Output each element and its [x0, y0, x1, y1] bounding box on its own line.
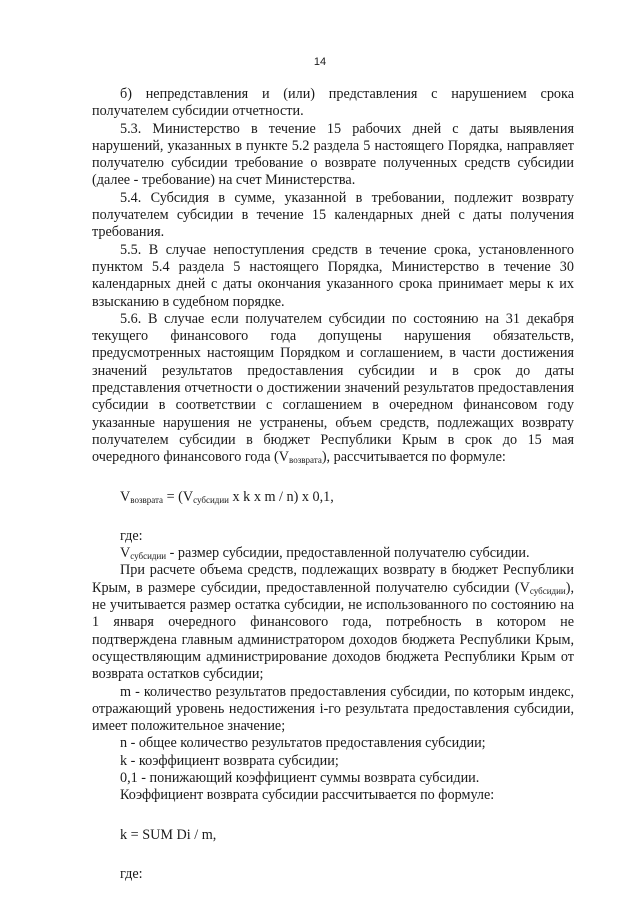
- definition-m: m - количество результатов предоставления субсидии, по которым индекс, отражающий уровень недостижения i-го результата предоставления субсидии, имеет положительное значение;: [92, 683, 574, 735]
- formula-v-vozvrata: [92, 489, 574, 506]
- calc-sub-subsidii: субсидии: [529, 585, 566, 596]
- definition-k: k - коэффициент возврата субсидии;: [120, 752, 339, 769]
- definition-0-1: 0,1 - понижающий коэффициент суммы возврата субсидии.: [120, 769, 480, 786]
- where-label-2: где:: [120, 865, 143, 882]
- def-var-v: V: [120, 545, 131, 562]
- document-body: [92, 86, 574, 883]
- page-number: 14: [313, 56, 327, 68]
- calc-text-b: ), не учитывается размер остатка субсидии, не использованного по состоянию на 1 января очередного финансового года, потребность в котором не подтверждена главным администратором доходов бюджета Республики Крым, осуществляющим администрирование доходов бюджета Республики Крым от возврата остатков субсидии;: [92, 579, 574, 683]
- definition-n: n - общее количество результатов предоставления субсидии;: [120, 735, 486, 752]
- paragraph-5-6-text: 5.6. В случае если получателем субсидии по состоянию на 31 декабря текущего финансового года допущены нарушения обязательств, предусмотренных настоящим Порядком и соглашением, в части достижения значений результатов предоставления субсидии и в срок до даты представления отчетности о достижении значений результатов предоставления субсидии в соответствии с соглашением в очередном финансовом году указанные нарушения не устранены, объем средств, подлежащих возврату получателем субсидии в бюджет Республики Крым в срок до 15 мая очередного финансового года (: [92, 310, 574, 466]
- paragraph-5-4: 5.4. Субсидия в сумме, указанной в требовании, подлежит возврату получателем субсидии в течение 15 календарных дней с даты получения требования.: [92, 189, 574, 241]
- paragraph-calculation: [92, 562, 574, 683]
- formula-part: = (V: [163, 488, 194, 505]
- def-sub-subsidii: субсидии: [130, 551, 167, 562]
- formula-k: k = SUM Di / m,: [120, 826, 217, 843]
- paragraph-k-formula-intro: Коэффициент возврата субсидии рассчитывается по формуле:: [120, 787, 495, 804]
- formula-sub-subsidii: субсидии: [193, 494, 229, 505]
- formula-var-v: V: [120, 488, 131, 505]
- paragraph-5-5: 5.5. В случае непоступления средств в течение срока, установленного пунктом 5.4 раздела 5 настоящего Порядка, Министерство в течение 30 календарных дней с даты окончания указанного срока принимает меры к их взысканию в судебном порядке.: [92, 241, 574, 310]
- subscript-vozvrata: возврата: [289, 455, 322, 466]
- var-v: V: [278, 449, 290, 466]
- calc-text-a: При расчете объема средств, подлежащих возврату в бюджет Республики Крым, в размере субсидии, предоставленной получателю субсидии (V: [92, 562, 574, 596]
- paragraph-5-3: 5.3. Министерство в течение 15 рабочих дней с даты выявления нарушений, указанных в пункте 5.2 раздела 5 настоящего Порядка, направляет получателю субсидии требование о возврате полученных средств субсидии (далее - требование) на счет Министерства.: [92, 120, 574, 189]
- definition-v-subsidii: [92, 545, 574, 562]
- formula-sub-vozvrata: возврата: [130, 494, 164, 505]
- def-text: - размер субсидии, предоставленной получателю субсидии.: [166, 545, 530, 562]
- paragraph-5-6-end: ), рассчитывается по формуле:: [321, 449, 506, 466]
- where-label-1: где:: [120, 527, 143, 544]
- paragraph-b: б) непредставления и (или) представления с нарушением срока получателем субсидии отчетности.: [92, 86, 574, 120]
- formula-end: x k x m / n) x 0,1,: [228, 488, 334, 505]
- paragraph-5-6: [92, 311, 574, 467]
